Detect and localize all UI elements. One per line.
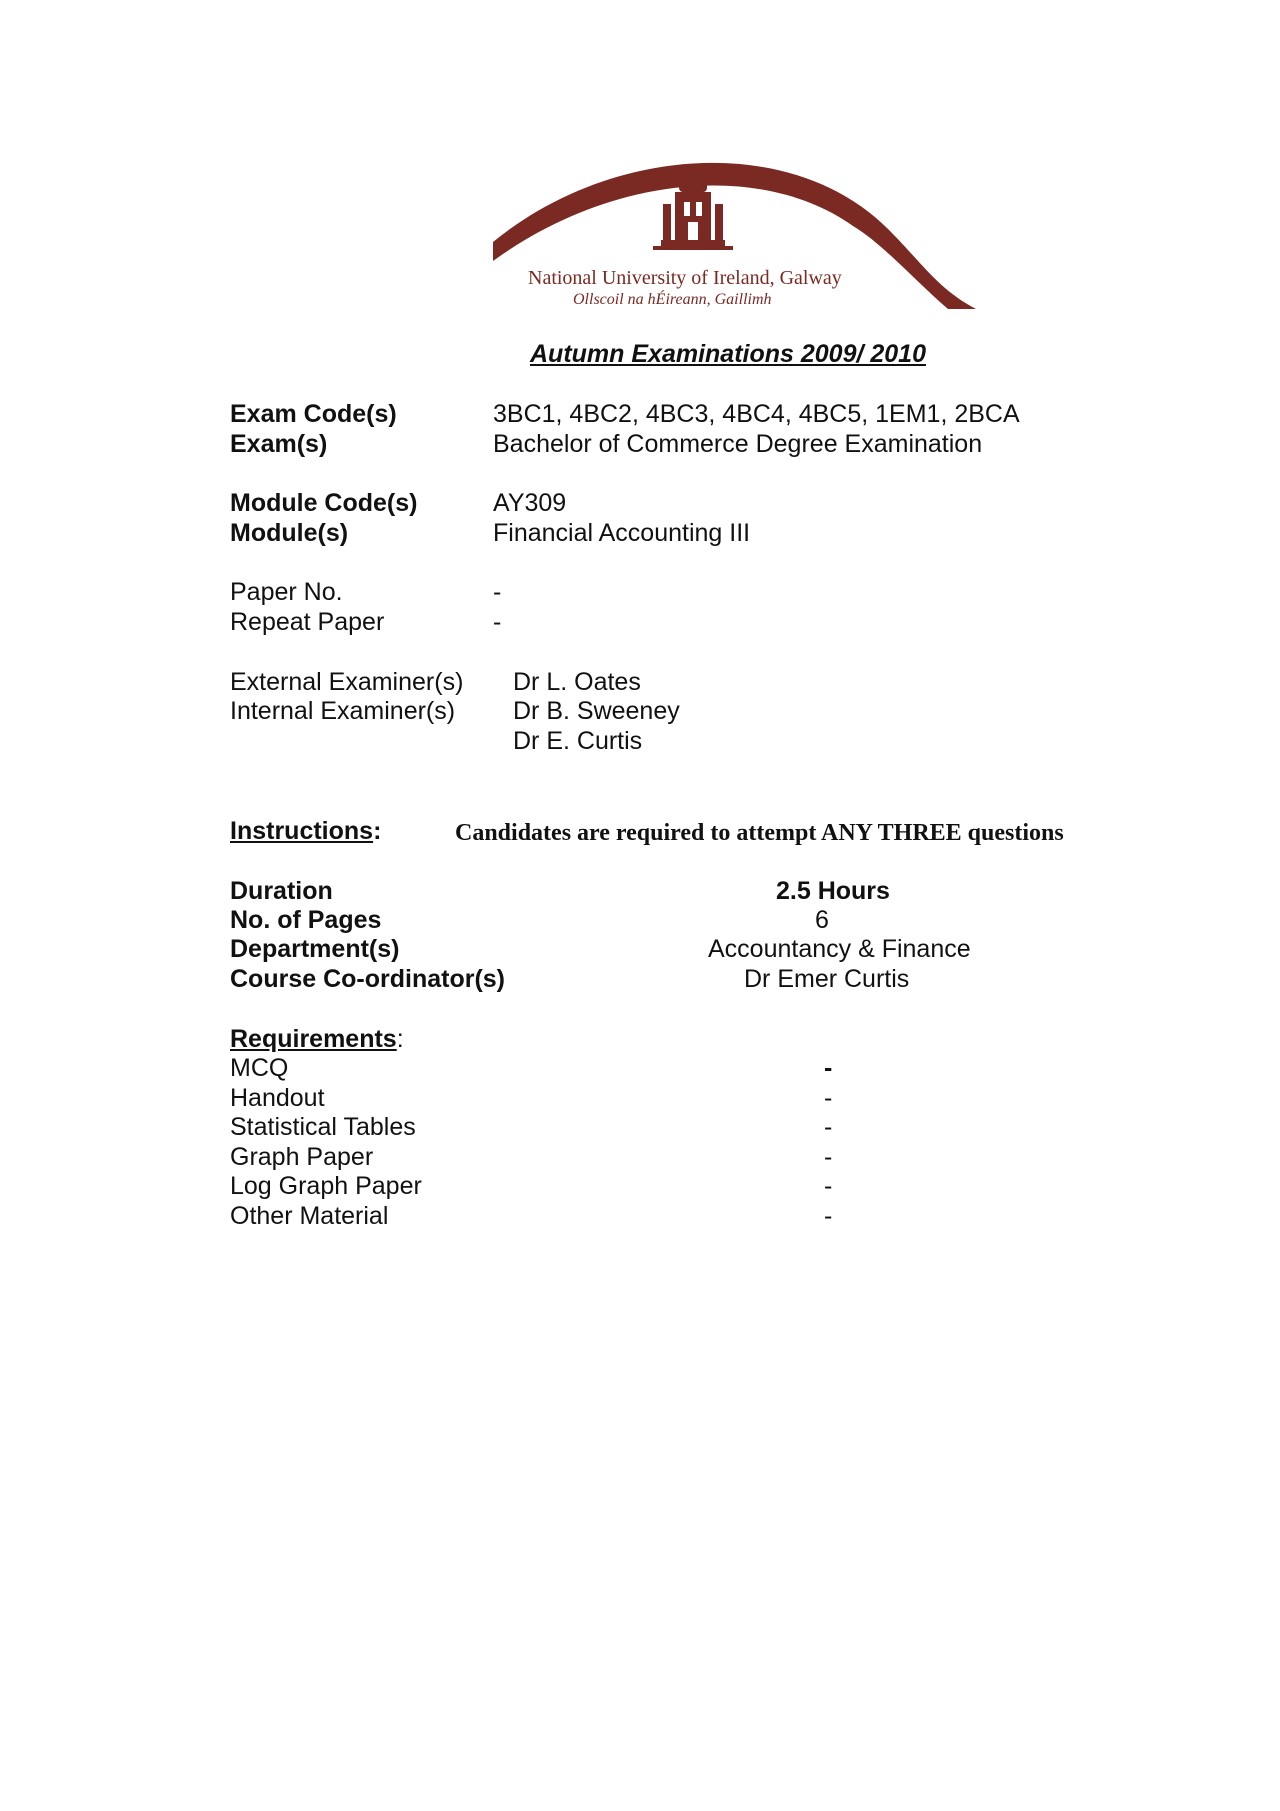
logo-text-irish: Ollscoil na hÉireann, Gaillimh — [573, 291, 772, 308]
instructions-colon: : — [373, 817, 382, 845]
module-name-value: Financial Accounting III — [493, 519, 751, 547]
exam-name-label: Exam(s) — [230, 430, 328, 458]
requirements-label: Requirements — [230, 1025, 397, 1053]
pages-value: 6 — [815, 906, 829, 934]
requirement-label-graph-paper: Graph Paper — [230, 1143, 374, 1171]
repeat-paper-value: - — [493, 608, 502, 636]
university-logo — [493, 154, 983, 314]
internal-examiner-label: Internal Examiner(s) — [230, 697, 456, 725]
instructions-heading — [230, 816, 381, 846]
instructions-text: Candidates are required to attempt ANY THREE questions — [455, 820, 1064, 846]
paper-no-label: Paper No. — [230, 578, 343, 606]
module-codes-value: AY309 — [493, 489, 567, 517]
pages-label: No. of Pages — [230, 906, 382, 934]
repeat-paper-label: Repeat Paper — [230, 608, 385, 636]
requirement-label-statistical-tables: Statistical Tables — [230, 1113, 416, 1141]
requirement-value-statistical-tables: - — [824, 1113, 833, 1141]
instructions-label: Instructions — [230, 817, 374, 845]
coordinator-label: Course Co-ordinator(s) — [230, 965, 505, 993]
requirement-label-handout: Handout — [230, 1084, 325, 1112]
requirements-colon: : — [396, 1025, 404, 1053]
page-title: Autumn Examinations 2009/ 2010 — [530, 340, 926, 368]
internal-examiner-value: Dr E. Curtis — [513, 727, 643, 755]
requirements-heading — [230, 1024, 404, 1054]
exam-codes-value: 3BC1, 4BC2, 4BC3, 4BC4, 4BC5, 1EM1, 2BCA — [493, 400, 1020, 428]
internal-examiner-value: Dr B. Sweeney — [513, 697, 680, 725]
requirement-value-graph-paper: - — [824, 1143, 833, 1171]
module-name-label: Module(s) — [230, 519, 349, 547]
paper-no-value: - — [493, 578, 502, 606]
coordinator-value: Dr Emer Curtis — [744, 965, 910, 993]
department-label: Department(s) — [230, 935, 400, 963]
requirement-label-mcq: MCQ — [230, 1054, 289, 1082]
department-value: Accountancy & Finance — [708, 935, 971, 963]
exam-name-value: Bachelor of Commerce Degree Examination — [493, 430, 983, 458]
module-codes-label: Module Code(s) — [230, 489, 418, 517]
duration-label: Duration — [230, 877, 333, 905]
requirement-label-log-graph-paper: Log Graph Paper — [230, 1172, 422, 1200]
requirement-value-other-material: - — [824, 1202, 833, 1230]
exam-codes-label: Exam Code(s) — [230, 400, 397, 428]
duration-value: 2.5 Hours — [776, 877, 890, 905]
external-examiner-label: External Examiner(s) — [230, 668, 464, 696]
requirement-value-mcq: - — [824, 1054, 833, 1082]
requirement-value-handout: - — [824, 1084, 833, 1112]
logo-text-english: National University of Ireland, Galway — [528, 267, 842, 289]
requirement-value-log-graph-paper: - — [824, 1172, 833, 1200]
external-examiner-value: Dr L. Oates — [513, 668, 641, 696]
requirement-label-other-material: Other Material — [230, 1202, 389, 1230]
